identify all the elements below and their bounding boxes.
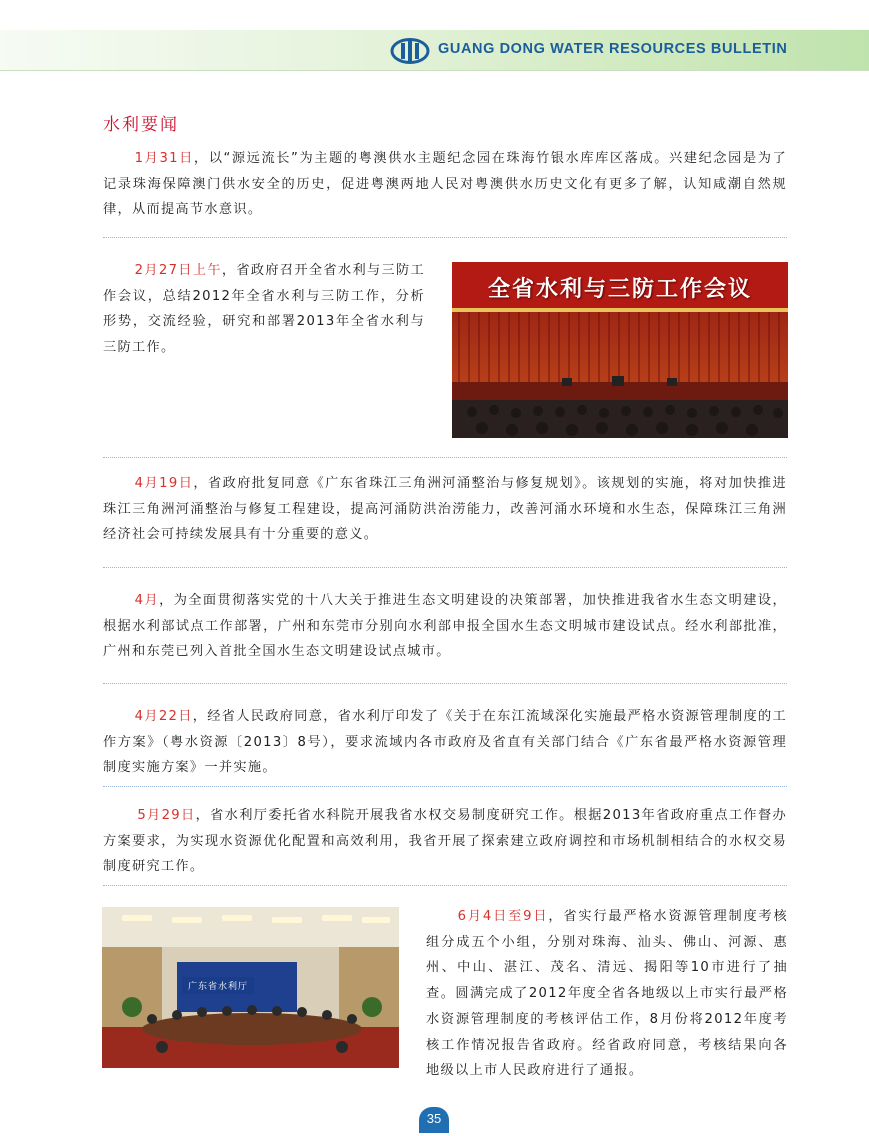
dotted-separator — [103, 885, 787, 886]
meeting-room-photo — [102, 907, 399, 1068]
news-item-5 — [103, 704, 787, 781]
news-text: ，经省人民政府同意，省水利厅印发了《关于在东江流域深化实施最严格水资源管理制度的工作方案》（粤水资源〔2013〕8号），要求流域内各市政府及省直有关部门结合《广东省最严格水资源管理制度实施方案》一并实施。 — [103, 709, 788, 775]
news-item-2 — [103, 258, 425, 360]
news-item-3 — [103, 471, 787, 548]
conference-banner-text: 全省水利与三防工作会议 — [487, 277, 752, 302]
news-date: 4月 — [134, 593, 160, 608]
news-text: ，省政府批复同意《广东省珠江三角洲河涌整治与修复规划》。该规划的实施，将对加快推进珠江三角洲河涌整治与修复工程建设，提高河涌防洪治涝能力，改善河涌水环境和水生态，保障珠江三角洲经济社会可持续发展具有十分重要的意义。 — [103, 476, 788, 542]
header-divider — [0, 70, 869, 71]
news-date: 1月31日 — [134, 151, 194, 166]
meeting-sign-text: 广东省水利厅 — [182, 977, 254, 994]
dotted-separator — [103, 237, 787, 238]
page-number: 35 — [419, 1107, 449, 1133]
news-text: ，为全面贯彻落实党的十八大关于推进生态文明建设的决策部署，加快推进我省水生态文明建设，根据水利部试点工作部署，广州和东莞市分别向水利部申报全国水生态文明城市建设试点。经水利部批准，广州和东莞已列入首批全国水生态文明建设试点城市。 — [103, 593, 787, 659]
news-item-7 — [426, 904, 788, 1084]
news-text: ，省水利厅委托省水科院开展我省水权交易制度研究工作。根据2013年省政府重点工作督办方案要求，为实现水资源优化配置和高效利用，我省开展了探索建立政府调控和市场机制相结合的水权交易制度研究工作。 — [103, 808, 787, 874]
news-text: ，省政府召开全省水利与三防工作会议，总结2012年全省水利与三防工作，分析形势，交流经验，研究和部署2013年全省水利与三防工作。 — [103, 263, 425, 355]
news-text: ，以“源远流长”为主题的粤澳供水主题纪念园在珠海竹银水库库区落成。兴建纪念园是为了记录珠海保障澳门供水安全的历史，促进粤澳两地人民对粤澳供水历史文化有更多了解，认知咸潮自然规律，从而提高节水意识。 — [103, 151, 787, 217]
conference-photo — [452, 262, 788, 438]
section-title: 水利要闻 — [103, 115, 179, 135]
dotted-separator — [103, 567, 787, 568]
news-item-6 — [103, 803, 787, 880]
news-item-4 — [103, 588, 787, 665]
water-resources-logo-icon — [390, 38, 430, 64]
bulletin-title: GUANG DONG WATER RESOURCES BULLETIN — [438, 41, 788, 57]
news-date: 4月19日 — [134, 476, 194, 491]
news-date: 6月4日至9日 — [457, 909, 549, 924]
news-date: 4月22日 — [134, 709, 193, 724]
dotted-separator — [103, 683, 787, 684]
news-date: 5月29日 — [137, 808, 196, 823]
news-text: ，省实行最严格水资源管理制度考核组分成五个小组，分别对珠海、汕头、佛山、河源、惠州、中山、湛江、茂名、清远、揭阳等10市进行了抽查。圆满完成了2012年度全省各地级以上市实行最严格水资源管理制度的考核评估工作，8月份将2012年度考核工作情况报告省政府。经省政府同意，考核结果向各地级以上市人民政府进行了通报。 — [426, 909, 788, 1079]
news-date: 2月27日上午 — [134, 263, 222, 278]
news-item-1 — [103, 146, 787, 223]
dotted-separator — [103, 457, 787, 458]
dotted-separator — [103, 786, 787, 787]
